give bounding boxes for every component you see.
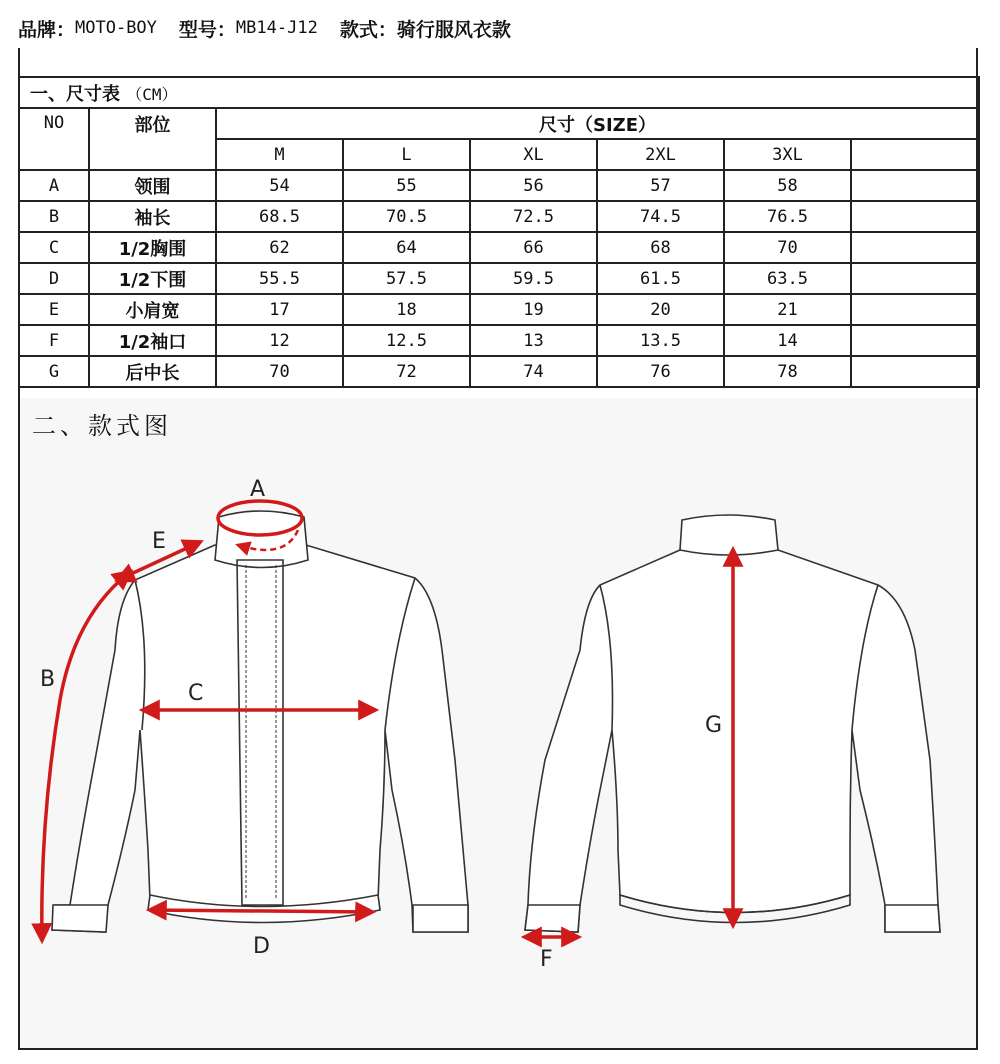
no-header: NO (19, 108, 89, 170)
size-value-cell: 12.5 (343, 325, 470, 356)
size-header: 尺寸（SIZE） (216, 108, 979, 139)
size-col-header: 3XL (724, 139, 851, 170)
brand-value: MOTO-BOY (75, 18, 157, 38)
size-value-cell: 21 (724, 294, 851, 325)
row-no: D (19, 263, 89, 294)
size-value-cell: 70 (216, 356, 343, 387)
row-no: F (19, 325, 89, 356)
size-value-cell: 68 (597, 232, 724, 263)
size-value-cell: 72.5 (470, 201, 597, 232)
front-jacket-outline (52, 511, 468, 932)
row-part: 袖长 (89, 201, 216, 232)
size-value-cell: 59.5 (470, 263, 597, 294)
size-col-header: M (216, 139, 343, 170)
label-b: B (40, 667, 56, 692)
size-value-cell: 13 (470, 325, 597, 356)
size-value-cell: 64 (343, 232, 470, 263)
size-col-header: L (343, 139, 470, 170)
size-value-cell: 57.5 (343, 263, 470, 294)
size-col-header: 2XL (597, 139, 724, 170)
style-diagram-title: 二、款式图 (32, 412, 172, 440)
row-no: A (19, 170, 89, 201)
label-f: F (540, 947, 553, 972)
style-label: 款式： (339, 18, 397, 41)
size-value-cell: 54 (216, 170, 343, 201)
size-table-title-text: 一、尺寸表 (30, 83, 120, 105)
size-value-cell: 58 (724, 170, 851, 201)
row-part: 领围 (89, 170, 216, 201)
size-value-cell: 62 (216, 232, 343, 263)
size-value-cell: 72 (343, 356, 470, 387)
size-value-cell: 56 (470, 170, 597, 201)
size-value-cell: 70 (724, 232, 851, 263)
size-value-cell: 74.5 (597, 201, 724, 232)
measure-d-hem (150, 910, 372, 912)
size-value-cell: 76 (597, 356, 724, 387)
size-value-cell: 14 (724, 325, 851, 356)
size-value-cell: 68.5 (216, 201, 343, 232)
size-col-header: XL (470, 139, 597, 170)
size-value-cell: 13.5 (597, 325, 724, 356)
size-value-cell: 61.5 (597, 263, 724, 294)
model-label: 型号： (178, 18, 236, 41)
label-c: C (188, 681, 204, 706)
brand-label: 品牌： (18, 18, 76, 41)
size-value-cell: 55.5 (216, 263, 343, 294)
label-d: D (253, 934, 270, 959)
size-value-cell: 12 (216, 325, 343, 356)
size-value-cell: 17 (216, 294, 343, 325)
size-value-cell: 78 (724, 356, 851, 387)
row-part: 小肩宽 (89, 294, 216, 325)
style-value: 骑行服风衣款 (396, 18, 511, 41)
size-value-cell: 57 (597, 170, 724, 201)
size-value-cell: 19 (470, 294, 597, 325)
size-value-cell: 76.5 (724, 201, 851, 232)
size-value-cell: 74 (470, 356, 597, 387)
row-part: 1/2胸围 (89, 232, 216, 263)
row-part: 1/2袖口 (89, 325, 216, 356)
size-value-cell: 55 (343, 170, 470, 201)
row-no: E (19, 294, 89, 325)
row-part: 后中长 (89, 356, 216, 387)
label-g: G (705, 713, 723, 738)
size-value-cell: 18 (343, 294, 470, 325)
size-value-cell: 20 (597, 294, 724, 325)
row-part: 1/2下围 (89, 263, 216, 294)
row-no: G (19, 356, 89, 387)
size-value-cell: 66 (470, 232, 597, 263)
row-no: C (19, 232, 89, 263)
label-e: E (152, 529, 166, 554)
size-value-cell: 70.5 (343, 201, 470, 232)
row-no: B (19, 201, 89, 232)
size-value-cell: 63.5 (724, 263, 851, 294)
model-value: MB14-J12 (235, 18, 318, 38)
label-a: A (250, 477, 266, 502)
size-table-unit: （CM） (126, 84, 178, 104)
part-header: 部位 (89, 108, 216, 170)
